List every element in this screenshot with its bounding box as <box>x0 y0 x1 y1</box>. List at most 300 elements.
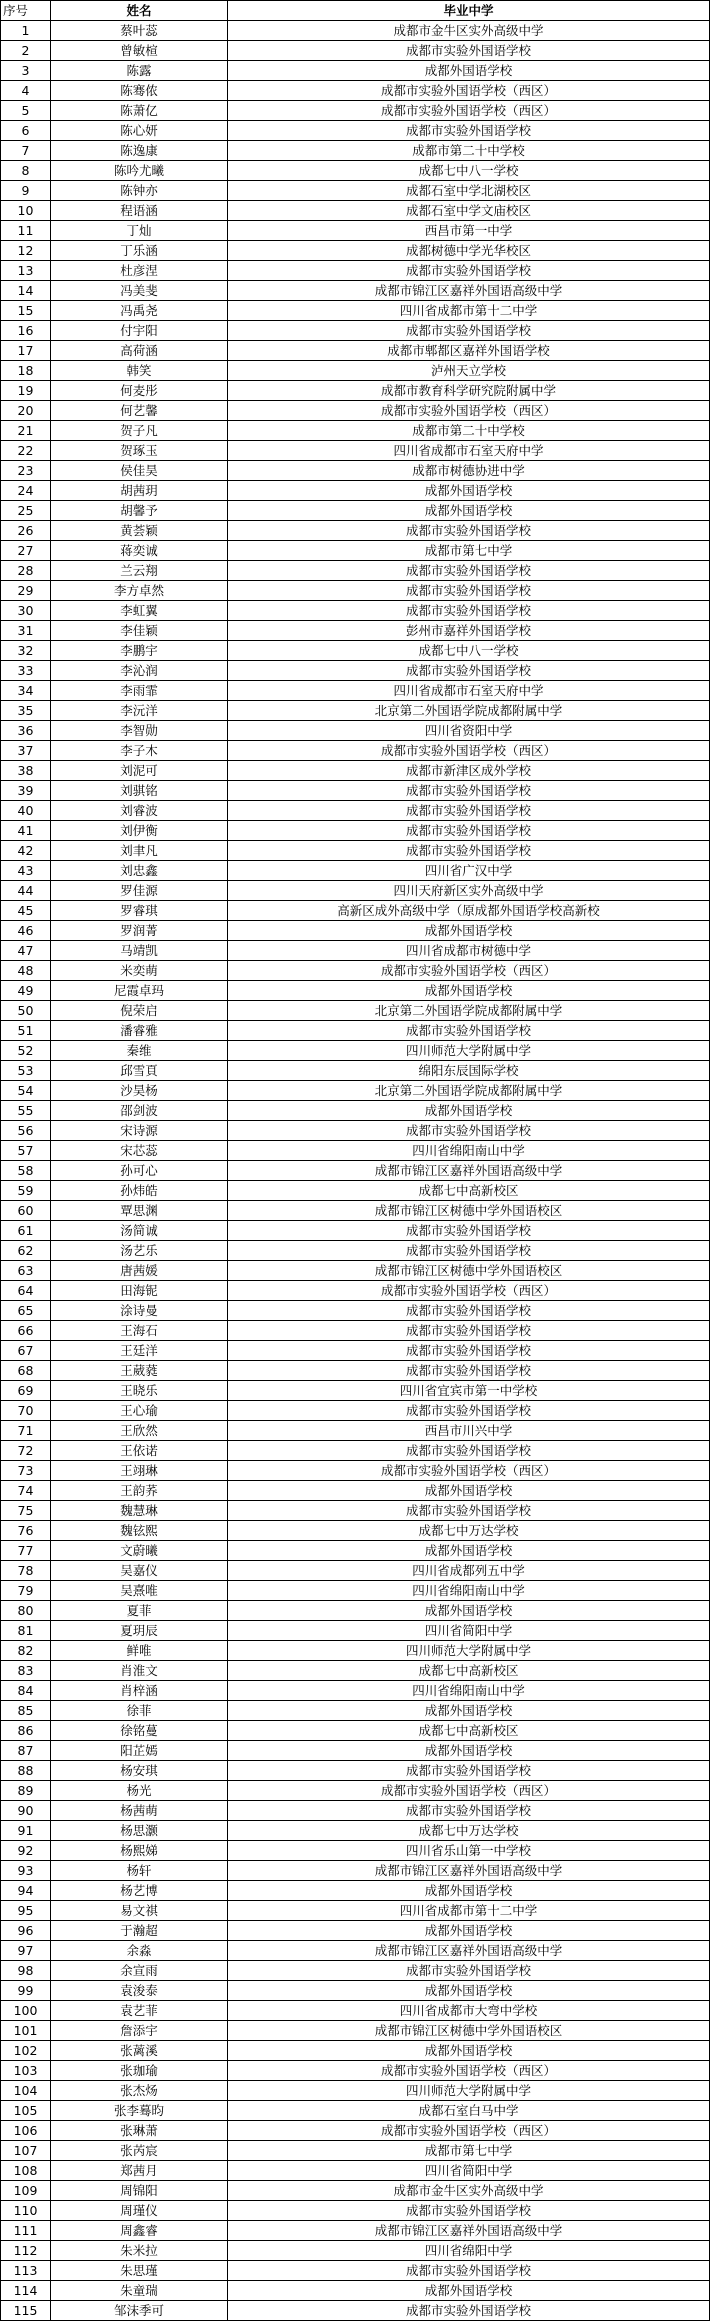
table-row <box>1 1761 710 1781</box>
cell-name: 于瀚超 <box>51 1921 228 1941</box>
cell-school: 四川省成都市石室天府中学 <box>228 681 710 701</box>
table-row <box>1 141 710 161</box>
table-row <box>1 1521 710 1541</box>
cell-name: 唐茜媛 <box>51 1261 228 1281</box>
cell-index: 94 <box>1 1881 51 1901</box>
table-row <box>1 1481 710 1501</box>
cell-index: 43 <box>1 861 51 881</box>
table-row <box>1 1681 710 1701</box>
table-row <box>1 1721 710 1741</box>
table-row <box>1 781 710 801</box>
table-row <box>1 521 710 541</box>
table-row <box>1 1281 710 1301</box>
cell-index: 79 <box>1 1581 51 1601</box>
cell-school: 成都外国语学校 <box>228 501 710 521</box>
cell-school: 成都市锦江区嘉祥外国语高级中学 <box>228 1941 710 1961</box>
table-row <box>1 321 710 341</box>
cell-name: 吴嘉仪 <box>51 1561 228 1581</box>
cell-name: 汤艺乐 <box>51 1241 228 1261</box>
cell-school: 成都市锦江区树德中学外国语校区 <box>228 1261 710 1281</box>
cell-school: 成都市实验外国语学校 <box>228 1801 710 1821</box>
cell-index: 84 <box>1 1681 51 1701</box>
table-row <box>1 2201 710 2221</box>
cell-school: 成都外国语学校 <box>228 1101 710 1121</box>
cell-name: 袁浚泰 <box>51 1981 228 2001</box>
cell-school: 成都市实验外国语学校（西区） <box>228 1781 710 1801</box>
cell-school: 四川省绵阳南山中学 <box>228 1581 710 1601</box>
cell-school: 成都市实验外国语学校（西区） <box>228 2061 710 2081</box>
table-row <box>1 301 710 321</box>
cell-index: 22 <box>1 441 51 461</box>
cell-name: 高荷涵 <box>51 341 228 361</box>
cell-index: 58 <box>1 1161 51 1181</box>
cell-school: 成都市实验外国语学校 <box>228 1301 710 1321</box>
cell-name: 贺琢玉 <box>51 441 228 461</box>
cell-name: 肖梓涵 <box>51 1681 228 1701</box>
table-row <box>1 1741 710 1761</box>
cell-school: 成都石室白马中学 <box>228 2101 710 2121</box>
table-row <box>1 281 710 301</box>
cell-name: 胡茜玥 <box>51 481 228 501</box>
table-row <box>1 1421 710 1441</box>
cell-school: 四川省乐山第一中学校 <box>228 1841 710 1861</box>
cell-index: 30 <box>1 601 51 621</box>
table-row <box>1 1601 710 1621</box>
cell-school: 成都市实验外国语学校 <box>228 41 710 61</box>
table-row <box>1 741 710 761</box>
cell-index: 10 <box>1 201 51 221</box>
table-row <box>1 101 710 121</box>
cell-index: 45 <box>1 901 51 921</box>
cell-name: 刘聿凡 <box>51 841 228 861</box>
cell-school: 四川省成都市第十二中学 <box>228 301 710 321</box>
table-row <box>1 1261 710 1281</box>
cell-name: 冯美斐 <box>51 281 228 301</box>
cell-school: 成都市实验外国语学校 <box>228 581 710 601</box>
cell-school: 成都市郫都区嘉祥外国语学校 <box>228 341 710 361</box>
cell-index: 1 <box>1 21 51 41</box>
table-row <box>1 2181 710 2201</box>
cell-school: 成都市实验外国语学校 <box>228 841 710 861</box>
cell-school: 成都市实验外国语学校 <box>228 1501 710 1521</box>
table-row <box>1 1021 710 1041</box>
cell-index: 64 <box>1 1281 51 1301</box>
table-row <box>1 881 710 901</box>
cell-name: 宋芯蕊 <box>51 1141 228 1161</box>
cell-school: 四川省简阳中学 <box>228 1621 710 1641</box>
cell-name: 朱米拉 <box>51 2241 228 2261</box>
cell-name: 马靖凯 <box>51 941 228 961</box>
table-header <box>1 1 710 21</box>
cell-name: 张杰炀 <box>51 2081 228 2101</box>
cell-index: 52 <box>1 1041 51 1061</box>
cell-school: 成都市实验外国语学校（西区） <box>228 741 710 761</box>
cell-index: 31 <box>1 621 51 641</box>
cell-name: 杨熙娣 <box>51 1841 228 1861</box>
table-row <box>1 841 710 861</box>
cell-index: 8 <box>1 161 51 181</box>
table-row <box>1 2261 710 2281</box>
cell-school: 成都市第七中学 <box>228 541 710 561</box>
cell-school: 成都七中八一学校 <box>228 161 710 181</box>
cell-school: 成都市实验外国语学校 <box>228 1221 710 1241</box>
cell-index: 75 <box>1 1501 51 1521</box>
cell-name: 王廷洋 <box>51 1341 228 1361</box>
cell-index: 24 <box>1 481 51 501</box>
header-row <box>1 1 710 21</box>
cell-school: 成都外国语学校 <box>228 981 710 1001</box>
cell-school: 成都外国语学校 <box>228 1601 710 1621</box>
cell-index: 93 <box>1 1861 51 1881</box>
cell-name: 王欣然 <box>51 1421 228 1441</box>
table-row <box>1 1541 710 1561</box>
table-row <box>1 1161 710 1181</box>
cell-index: 89 <box>1 1781 51 1801</box>
table-row <box>1 41 710 61</box>
table-row <box>1 1401 710 1421</box>
cell-name: 王依诺 <box>51 1441 228 1461</box>
cell-school: 成都市实验外国语学校 <box>228 1761 710 1781</box>
cell-index: 88 <box>1 1761 51 1781</box>
cell-school: 成都市实验外国语学校 <box>228 561 710 581</box>
cell-index: 51 <box>1 1021 51 1041</box>
cell-index: 47 <box>1 941 51 961</box>
cell-name: 罗佳源 <box>51 881 228 901</box>
cell-index: 68 <box>1 1361 51 1381</box>
table-row <box>1 1101 710 1121</box>
cell-school: 西昌市川兴中学 <box>228 1421 710 1441</box>
cell-school: 四川省绵阳南山中学 <box>228 1141 710 1161</box>
table-row <box>1 401 710 421</box>
cell-name: 吴熹唯 <box>51 1581 228 1601</box>
table-row <box>1 1581 710 1601</box>
cell-name: 李智勋 <box>51 721 228 741</box>
cell-school: 成都外国语学校 <box>228 1981 710 2001</box>
cell-index: 97 <box>1 1941 51 1961</box>
cell-index: 37 <box>1 741 51 761</box>
table-row <box>1 1701 710 1721</box>
cell-name: 詹添宇 <box>51 2021 228 2041</box>
cell-name: 易文祺 <box>51 1901 228 1921</box>
cell-name: 杨安琪 <box>51 1761 228 1781</box>
table-row <box>1 2141 710 2161</box>
cell-name: 罗润菁 <box>51 921 228 941</box>
cell-school: 四川省绵阳中学 <box>228 2241 710 2261</box>
cell-name: 余宣雨 <box>51 1961 228 1981</box>
cell-index: 48 <box>1 961 51 981</box>
cell-name: 兰云翔 <box>51 561 228 581</box>
table-row <box>1 1861 710 1881</box>
cell-school: 彭州市嘉祥外国语学校 <box>228 621 710 641</box>
cell-name: 米奕萌 <box>51 961 228 981</box>
cell-index: 102 <box>1 2041 51 2061</box>
table-row <box>1 1221 710 1241</box>
cell-name: 陈心妍 <box>51 121 228 141</box>
cell-school: 成都市实验外国语学校 <box>228 1961 710 1981</box>
table-row <box>1 2121 710 2141</box>
cell-name: 孙可心 <box>51 1161 228 1181</box>
table-row <box>1 1981 710 2001</box>
cell-index: 6 <box>1 121 51 141</box>
cell-name: 杨艺博 <box>51 1881 228 1901</box>
table-row <box>1 701 710 721</box>
cell-index: 55 <box>1 1101 51 1121</box>
cell-school: 成都市实验外国语学校 <box>228 521 710 541</box>
table-row <box>1 381 710 401</box>
cell-name: 阳芷嫣 <box>51 1741 228 1761</box>
cell-school: 成都市实验外国语学校 <box>228 2261 710 2281</box>
header-index: 序号 <box>1 1 51 21</box>
cell-index: 33 <box>1 661 51 681</box>
cell-name: 李雨霏 <box>51 681 228 701</box>
cell-name: 涂诗曼 <box>51 1301 228 1321</box>
cell-name: 杨轩 <box>51 1861 228 1881</box>
table-row <box>1 1361 710 1381</box>
cell-name: 曾敏楦 <box>51 41 228 61</box>
cell-index: 44 <box>1 881 51 901</box>
table-row <box>1 221 710 241</box>
table-row <box>1 541 710 561</box>
cell-school: 四川师范大学附属中学 <box>228 1041 710 1061</box>
table-row <box>1 361 710 381</box>
cell-school: 成都市实验外国语学校 <box>228 1361 710 1381</box>
cell-name: 李沅洋 <box>51 701 228 721</box>
cell-name: 邱雪頁 <box>51 1061 228 1081</box>
table-row <box>1 421 710 441</box>
table-row <box>1 461 710 481</box>
cell-school: 成都市实验外国语学校 <box>228 1241 710 1261</box>
cell-index: 86 <box>1 1721 51 1741</box>
cell-name: 蔡叶蕊 <box>51 21 228 41</box>
cell-name: 何艺馨 <box>51 401 228 421</box>
cell-index: 82 <box>1 1641 51 1661</box>
cell-school: 绵阳东辰国际学校 <box>228 1061 710 1081</box>
cell-name: 杜彦涅 <box>51 261 228 281</box>
table-row <box>1 1181 710 1201</box>
cell-name: 丁灿 <box>51 221 228 241</box>
cell-school: 成都市金牛区实外高级中学 <box>228 21 710 41</box>
cell-school: 成都市实验外国语学校（西区） <box>228 401 710 421</box>
table-row <box>1 1641 710 1661</box>
cell-index: 9 <box>1 181 51 201</box>
cell-school: 四川天府新区实外高级中学 <box>228 881 710 901</box>
table-row <box>1 241 710 261</box>
cell-index: 56 <box>1 1121 51 1141</box>
table-row <box>1 1201 710 1221</box>
cell-index: 12 <box>1 241 51 261</box>
cell-school: 四川省宜宾市第一中学校 <box>228 1381 710 1401</box>
cell-name: 冯禹尧 <box>51 301 228 321</box>
cell-index: 73 <box>1 1461 51 1481</box>
cell-school: 成都七中万达学校 <box>228 1821 710 1841</box>
cell-name: 李方卓然 <box>51 581 228 601</box>
cell-name: 陈骞侬 <box>51 81 228 101</box>
table-row <box>1 921 710 941</box>
cell-school: 成都外国语学校 <box>228 1481 710 1501</box>
cell-school: 成都市锦江区嘉祥外国语高级中学 <box>228 1861 710 1881</box>
cell-name: 潘睿雅 <box>51 1021 228 1041</box>
cell-name: 胡馨予 <box>51 501 228 521</box>
cell-name: 王晓乐 <box>51 1381 228 1401</box>
cell-name: 蒋奕诚 <box>51 541 228 561</box>
cell-index: 71 <box>1 1421 51 1441</box>
cell-school: 四川省成都市第十二中学 <box>228 1901 710 1921</box>
cell-school: 成都市实验外国语学校 <box>228 801 710 821</box>
cell-index: 105 <box>1 2101 51 2121</box>
cell-school: 成都外国语学校 <box>228 1741 710 1761</box>
cell-index: 54 <box>1 1081 51 1101</box>
cell-school: 成都七中高新校区 <box>228 1721 710 1741</box>
cell-school: 成都市实验外国语学校 <box>228 321 710 341</box>
cell-school: 成都市新津区成外学校 <box>228 761 710 781</box>
cell-index: 14 <box>1 281 51 301</box>
cell-name: 夏菲 <box>51 1601 228 1621</box>
cell-index: 42 <box>1 841 51 861</box>
cell-name: 刘骐铭 <box>51 781 228 801</box>
cell-name: 韩笑 <box>51 361 228 381</box>
cell-school: 成都市实验外国语学校 <box>228 261 710 281</box>
cell-index: 41 <box>1 821 51 841</box>
cell-name: 侯佳昊 <box>51 461 228 481</box>
cell-name: 田海铌 <box>51 1281 228 1301</box>
table-row <box>1 641 710 661</box>
table-row <box>1 1801 710 1821</box>
table-row <box>1 2041 710 2061</box>
cell-index: 35 <box>1 701 51 721</box>
table-row <box>1 981 710 1001</box>
cell-index: 111 <box>1 2221 51 2241</box>
cell-name: 王韵荞 <box>51 1481 228 1501</box>
cell-index: 23 <box>1 461 51 481</box>
cell-school: 成都外国语学校 <box>228 61 710 81</box>
cell-school: 成都市锦江区树德中学外国语校区 <box>228 2021 710 2041</box>
table-row <box>1 661 710 681</box>
cell-school: 四川省成都市大弯中学校 <box>228 2001 710 2021</box>
table-row <box>1 1961 710 1981</box>
cell-index: 59 <box>1 1181 51 1201</box>
cell-school: 成都市教育科学研究院附属中学 <box>228 381 710 401</box>
table-row <box>1 501 710 521</box>
cell-index: 85 <box>1 1701 51 1721</box>
cell-index: 36 <box>1 721 51 741</box>
cell-school: 成都市实验外国语学校 <box>228 2201 710 2221</box>
cell-index: 96 <box>1 1921 51 1941</box>
cell-index: 39 <box>1 781 51 801</box>
cell-index: 92 <box>1 1841 51 1861</box>
cell-school: 成都市实验外国语学校 <box>228 121 710 141</box>
cell-name: 杨思灏 <box>51 1821 228 1841</box>
table-row <box>1 561 710 581</box>
cell-index: 63 <box>1 1261 51 1281</box>
cell-school: 四川省广汉中学 <box>228 861 710 881</box>
table-row <box>1 1621 710 1641</box>
cell-name: 徐菲 <box>51 1701 228 1721</box>
cell-index: 18 <box>1 361 51 381</box>
cell-name: 鲜唯 <box>51 1641 228 1661</box>
cell-index: 103 <box>1 2061 51 2081</box>
table-row <box>1 2221 710 2241</box>
cell-index: 104 <box>1 2081 51 2101</box>
cell-index: 26 <box>1 521 51 541</box>
cell-index: 20 <box>1 401 51 421</box>
cell-school: 四川省成都市石室天府中学 <box>228 441 710 461</box>
cell-index: 2 <box>1 41 51 61</box>
cell-name: 陈萧亿 <box>51 101 228 121</box>
table-row <box>1 1661 710 1681</box>
cell-name: 沙昊杨 <box>51 1081 228 1101</box>
cell-name: 余淼 <box>51 1941 228 1961</box>
cell-school: 成都市第二十中学校 <box>228 421 710 441</box>
cell-school: 西昌市第一中学 <box>228 221 710 241</box>
cell-index: 38 <box>1 761 51 781</box>
cell-name: 程语涵 <box>51 201 228 221</box>
cell-name: 郑茜月 <box>51 2161 228 2181</box>
cell-school: 成都市锦江区嘉祥外国语高级中学 <box>228 281 710 301</box>
cell-index: 80 <box>1 1601 51 1621</box>
table-row <box>1 2021 710 2041</box>
cell-name: 丁乐涵 <box>51 241 228 261</box>
table-row <box>1 1381 710 1401</box>
cell-index: 50 <box>1 1001 51 1021</box>
cell-school: 四川省简阳中学 <box>228 2161 710 2181</box>
cell-school: 成都市实验外国语学校（西区） <box>228 961 710 981</box>
cell-index: 61 <box>1 1221 51 1241</box>
cell-index: 100 <box>1 2001 51 2021</box>
table-row <box>1 861 710 881</box>
cell-index: 46 <box>1 921 51 941</box>
cell-school: 成都市实验外国语学校 <box>228 2301 710 2321</box>
cell-name: 刘忠鑫 <box>51 861 228 881</box>
cell-index: 112 <box>1 2241 51 2261</box>
cell-index: 81 <box>1 1621 51 1641</box>
cell-school: 成都市实验外国语学校 <box>228 821 710 841</box>
cell-index: 87 <box>1 1741 51 1761</box>
cell-school: 成都市实验外国语学校（西区） <box>228 81 710 101</box>
cell-name: 朱思瑾 <box>51 2261 228 2281</box>
cell-index: 66 <box>1 1321 51 1341</box>
cell-school: 高新区成外高级中学（原成都外国语学校高新校 <box>228 901 710 921</box>
table-row <box>1 1841 710 1861</box>
cell-name: 覃思渊 <box>51 1201 228 1221</box>
table-row <box>1 801 710 821</box>
table-row <box>1 2281 710 2301</box>
cell-name: 杨光 <box>51 1781 228 1801</box>
cell-name: 张珈瑜 <box>51 2061 228 2081</box>
table-row <box>1 2241 710 2261</box>
table-row <box>1 901 710 921</box>
cell-index: 60 <box>1 1201 51 1221</box>
cell-index: 74 <box>1 1481 51 1501</box>
cell-name: 黄荟颖 <box>51 521 228 541</box>
cell-name: 邹沫季可 <box>51 2301 228 2321</box>
cell-index: 65 <box>1 1301 51 1321</box>
cell-index: 3 <box>1 61 51 81</box>
cell-index: 17 <box>1 341 51 361</box>
cell-index: 99 <box>1 1981 51 2001</box>
cell-index: 69 <box>1 1381 51 1401</box>
cell-index: 109 <box>1 2181 51 2201</box>
cell-index: 16 <box>1 321 51 341</box>
table-row <box>1 601 710 621</box>
header-school: 毕业中学 <box>228 1 710 21</box>
cell-school: 成都树德中学光华校区 <box>228 241 710 261</box>
cell-index: 7 <box>1 141 51 161</box>
cell-index: 107 <box>1 2141 51 2161</box>
table-row <box>1 1901 710 1921</box>
cell-index: 113 <box>1 2261 51 2281</box>
cell-name: 李佳颖 <box>51 621 228 641</box>
cell-name: 尼霞卓玛 <box>51 981 228 1001</box>
